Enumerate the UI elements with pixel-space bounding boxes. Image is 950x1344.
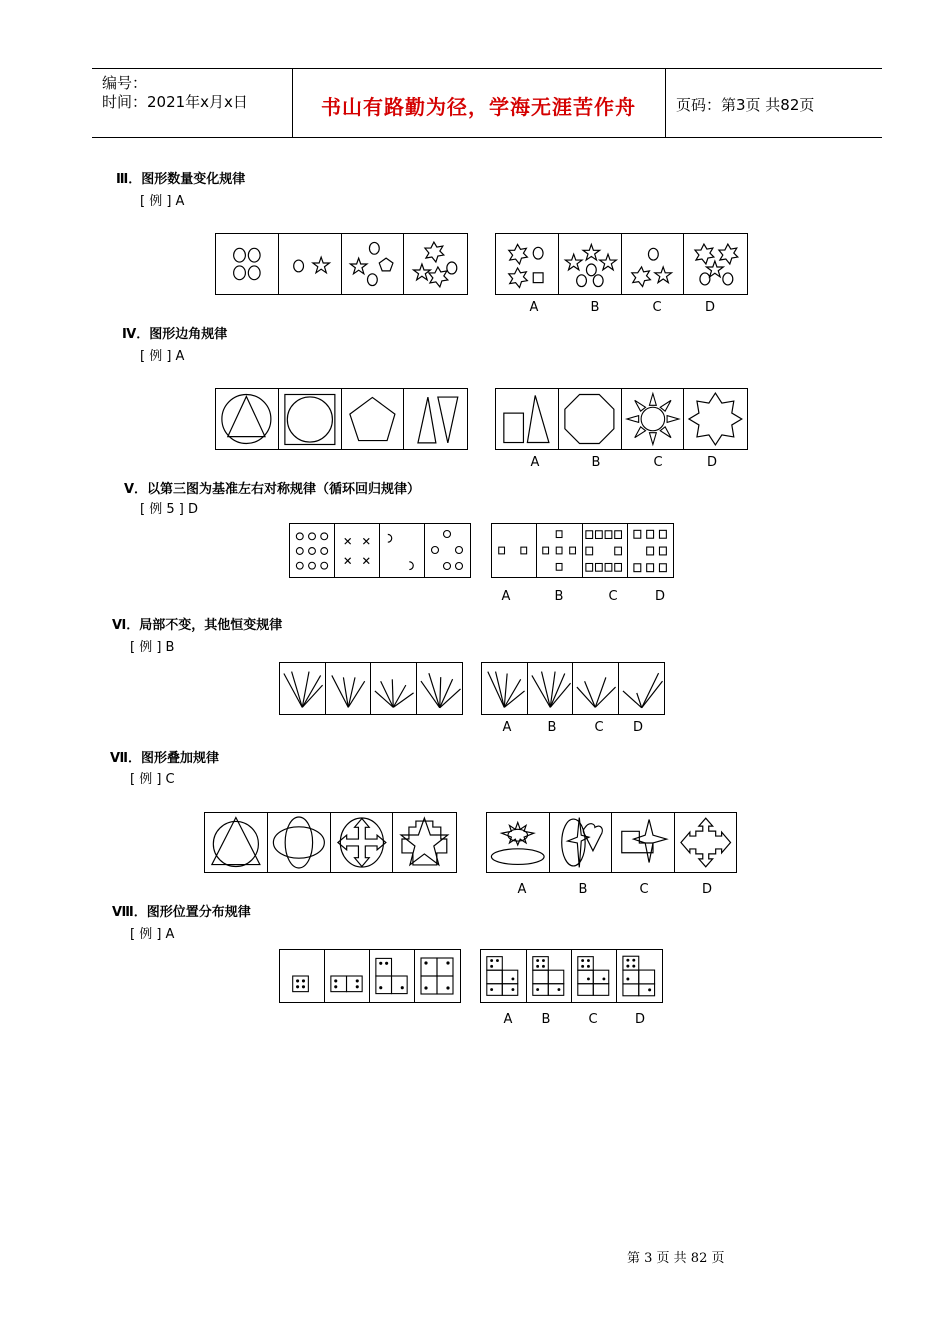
figure-cell [216,389,279,449]
fan-lines-figure [371,663,416,714]
option-b-figure [528,663,573,714]
option-b-cell[interactable] [559,234,622,294]
circle-in-square-figure [279,389,341,449]
example-answer: [ 例 ] A [140,349,185,364]
option-c-cell[interactable] [573,663,619,714]
figure-cell [404,389,467,449]
option-label-d: D [706,455,717,470]
option-d-cell[interactable] [628,524,673,577]
figure-cell [279,389,342,449]
option-a-figure [496,234,558,294]
dot-square-figure [280,950,324,1002]
option-label-d: D [701,882,712,897]
option-label-c: C [653,455,663,470]
option-label-c: C [639,882,649,897]
option-c-figure [622,389,684,449]
serial-label: 编号： [102,74,148,92]
option-d-cell[interactable] [684,389,747,449]
question-figure-row [215,233,468,295]
option-d-figure [628,524,673,577]
mixed-shapes-figure [342,234,404,294]
arrow-cross-ellipse-figure [331,813,393,872]
option-label-c: C [588,1012,598,1027]
section-title: Ⅲ．图形数量变化规律 [116,172,246,187]
option-d-cell[interactable] [617,950,662,1002]
option-b-figure [537,524,581,577]
option-label-c: C [594,720,604,735]
option-figure-row [495,388,748,450]
option-a-cell[interactable] [492,524,537,577]
figure-cell [325,950,370,1002]
example-answer: [ 例 ] B [130,640,175,655]
option-b-cell[interactable] [528,663,574,714]
star-overlay-figure [393,813,456,872]
option-c-figure [572,950,616,1002]
option-figure-row [486,812,737,873]
option-label-b: B [554,589,564,604]
figure-cell [342,234,405,294]
section-title: Ⅳ．图形边角规律 [122,327,228,342]
circles-figure [216,234,278,294]
example-answer: [ 例 5 ] D [140,502,198,517]
figure-cell [425,524,470,577]
option-b-figure [527,950,572,1002]
option-label-d: D [632,720,643,735]
option-figure-row [480,949,663,1003]
ellipse-cross-figure [268,813,330,872]
two-arcs-figure [380,524,424,577]
page-header [92,68,882,138]
option-label-c: C [608,589,618,604]
fan-lines-figure [326,663,371,714]
header-left-cell [92,69,293,137]
figure-cell [280,663,326,714]
header-center-cell [292,69,666,137]
option-a-cell[interactable] [482,663,528,714]
option-b-cell[interactable] [537,524,582,577]
option-label-a: A [529,300,539,315]
option-label-d: D [654,589,665,604]
option-label-b: B [547,720,557,735]
page-info: 页码：第3页 共82页 [676,96,815,114]
option-d-figure [619,663,664,714]
figure-cell [371,663,417,714]
header-right-cell [666,69,882,137]
figure-cell [404,234,467,294]
option-c-cell[interactable] [583,524,628,577]
option-figure-row [491,523,674,578]
figure-cell [268,813,331,872]
triangle-in-circle-figure [216,389,278,449]
option-a-figure [481,950,526,1002]
page-footer: 第 3 页 共 82 页 [627,1251,725,1266]
option-label-b: B [591,455,601,470]
option-d-figure [617,950,662,1002]
dot-squares-figure [370,950,414,1002]
figure-cell [290,524,335,577]
option-d-figure [675,813,737,872]
option-label-d: D [704,300,715,315]
figure-cell [342,389,405,449]
figure-cell [279,234,342,294]
option-b-cell[interactable] [550,813,613,872]
figure-cell [335,524,380,577]
example-answer: [ 例 ] C [130,772,175,787]
option-d-cell[interactable] [675,813,737,872]
figure-cell [380,524,425,577]
option-c-figure [583,524,627,577]
option-c-cell[interactable] [622,389,685,449]
fan-lines-figure [417,663,462,714]
triangle-circle-figure [205,813,267,872]
option-label-d: D [634,1012,645,1027]
option-d-figure [684,234,747,294]
option-a-cell[interactable] [481,950,527,1002]
option-label-b: B [590,300,600,315]
five-circles-figure [425,524,470,577]
option-label-a: A [517,882,527,897]
option-c-cell[interactable] [622,234,685,294]
option-a-figure [496,389,558,449]
fan-lines-figure [280,663,325,714]
figure-cell [280,950,325,1002]
section-title: Ⅵ．局部不变，其他恒变规律 [112,618,283,633]
option-c-figure [573,663,618,714]
option-b-cell[interactable] [527,950,573,1002]
figure-cell [417,663,462,714]
option-a-figure [482,663,527,714]
example-answer: [ 例 ] A [140,194,185,209]
option-c-cell[interactable] [612,813,675,872]
figure-cell [393,813,456,872]
dot-squares-figure [325,950,369,1002]
option-a-cell[interactable] [496,389,559,449]
option-d-figure [684,389,747,449]
motto: 书山有路勤为径，学海无涯苦作舟 [321,95,636,119]
pentagon-figure [342,389,404,449]
option-d-cell[interactable] [684,234,747,294]
option-d-cell[interactable] [619,663,664,714]
section-title: Ⅴ．以第三图为基准左右对称规律（循环回归规律） [124,482,421,497]
figure-cell [216,234,279,294]
option-label-c: C [652,300,662,315]
section-title: Ⅷ．图形位置分布规律 [112,905,251,920]
dot-squares-figure [415,950,460,1002]
question-figure-row [289,523,471,578]
question-figure-row [279,949,461,1003]
four-crosses-figure [335,524,379,577]
option-b-cell[interactable] [559,389,622,449]
question-figure-row [215,388,468,450]
section-title: Ⅶ．图形叠加规律 [110,751,220,766]
figure-cell [370,950,415,1002]
option-label-a: A [503,1012,513,1027]
example-answer: [ 例 ] A [130,927,175,942]
option-c-figure [622,234,684,294]
two-triangles-figure [404,389,467,449]
nine-circles-figure [290,524,334,577]
option-label-a: A [501,589,511,604]
option-label-b: B [578,882,588,897]
option-label-a: A [530,455,540,470]
figure-cell [331,813,394,872]
figure-cell [326,663,372,714]
option-figure-row [495,233,748,295]
option-figure-row [481,662,665,715]
time-label: 时间：2021年x月x日 [102,93,248,111]
question-figure-row [204,812,457,873]
mixed-stars-figure [404,234,467,294]
option-a-cell[interactable] [496,234,559,294]
option-c-figure [612,813,674,872]
option-b-figure [559,389,621,449]
question-figure-row [279,662,463,715]
figure-cell [205,813,268,872]
option-a-figure [492,524,536,577]
circle-star-figure [279,234,341,294]
option-c-cell[interactable] [572,950,617,1002]
option-label-b: B [541,1012,551,1027]
option-label-a: A [502,720,512,735]
option-b-figure [550,813,612,872]
option-a-figure [487,813,549,872]
option-a-cell[interactable] [487,813,550,872]
figure-cell [415,950,460,1002]
option-b-figure [559,234,621,294]
